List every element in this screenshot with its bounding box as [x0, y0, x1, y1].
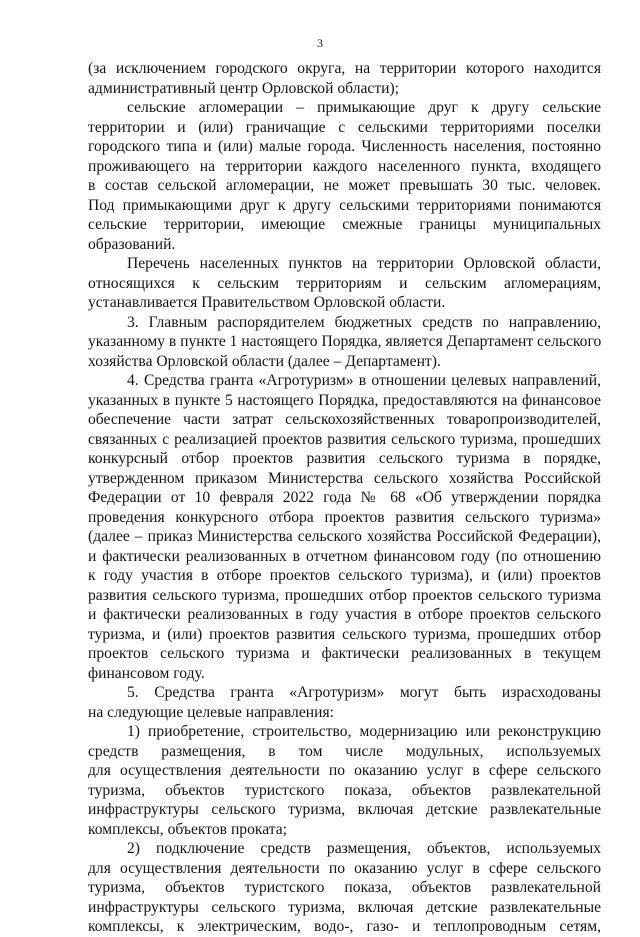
text-line: сельские территории, имеющие смежные границы муниципальных — [88, 216, 601, 233]
text-line: Под примыкающими друг к другу сельскими территориями понимаются — [88, 196, 601, 214]
text-line: для осуществления деятельности по оказанию услуг в сфере сельского — [88, 762, 601, 779]
text-line: для осуществления деятельности по оказанию услуг в сфере сельского — [88, 859, 601, 877]
text-line: указанных в пункте 5 настоящего Порядка, предоставляются на финансовое — [88, 391, 601, 409]
text-line: и фактически реализованных в отчетном финансовом году (по отношению — [88, 547, 601, 565]
text-line: проектов сельского туризма и фактически реализованных в текущем — [88, 645, 601, 662]
text-line: на следующие целевые направления: — [88, 703, 334, 721]
text-line: развития сельского туризма, прошедших отбор проектов сельского туризма — [88, 586, 601, 604]
text-line: инфраструктуры сельского туризма, включая детские развлекательные — [88, 801, 601, 818]
text-line: конкурсный отбор проектов развития сельского туризма в порядке, — [88, 450, 601, 467]
text-line: образований. — [88, 235, 176, 253]
text-line: к году участия в отборе проектов сельского туризма), и (или) проектов — [88, 567, 601, 584]
paragraph — [88, 98, 601, 254]
paragraph — [88, 683, 601, 722]
text-line: административный центр Орловской области); — [88, 79, 399, 97]
paragraph — [88, 722, 601, 839]
text-line: утвержденном приказом Министерства сельского хозяйства Российской — [88, 469, 601, 487]
text-line: 2) подключение средств размещения, объектов, используемых — [127, 840, 601, 857]
text-line: относящихся к сельским территориям и сельским агломерациям, — [88, 274, 601, 292]
text-line: и фактически реализованных в году участия в отборе проектов сельского — [88, 606, 601, 623]
text-line: проведения конкурсного отбора проектов развития сельского туризма» — [88, 508, 601, 526]
paragraph — [88, 59, 601, 98]
text-line: связанных с реализацией проектов развития сельского туризма, прошедших — [88, 430, 601, 448]
text-line: туризма, объектов туристского показа, объектов развлекательной — [88, 879, 601, 896]
text-line: (за исключением городского округа, на территории которого находится — [88, 60, 601, 77]
paragraph — [88, 839, 601, 937]
text-line: 1) приобретение, строительство, модернизацию или реконструкцию — [127, 723, 601, 740]
text-line: комплексы, к электрическим, водо-, газо- и теплопроводным сетям, — [88, 918, 601, 935]
text-line: средств размещения, в том числе модульных, используемых — [88, 742, 601, 760]
text-line: устанавливается Правительством Орловской области. — [88, 294, 446, 311]
text-line: хозяйства Орловской области (далее – Департамент). — [88, 352, 441, 370]
text-line: в состав сельской агломерации, не может превышать 30 тыс. человек. — [88, 177, 601, 194]
text-line: городского типа и (или) малые города. Численность населения, постоянно — [88, 138, 601, 155]
text-line: 4. Средства гранта «Агротуризм» в отношении целевых направлений, — [127, 372, 601, 389]
text-line: туризма, объектов туристского показа, объектов развлекательной — [88, 781, 601, 799]
text-line: инфраструктуры сельского туризма, включая детские развлекательные — [88, 898, 601, 916]
paragraph — [88, 313, 601, 372]
text-line: указанному в пункте 1 настоящего Порядка, является Департамент сельского — [88, 333, 602, 350]
paragraph — [88, 371, 601, 683]
text-line: сельские агломерации – примыкающие друг к другу сельские — [127, 99, 601, 116]
document-body — [88, 59, 601, 937]
text-line: территории и (или) граничащие с сельскими территориями поселки — [88, 118, 601, 136]
text-line: 5. Средства гранта «Агротуризм» могут быть израсходованы — [127, 684, 601, 701]
text-line: Перечень населенных пунктов на территории Орловской области, — [127, 255, 601, 272]
paragraph — [88, 254, 601, 313]
text-line: комплексы, объектов проката; — [88, 820, 288, 838]
page-number: 3 — [317, 36, 323, 50]
text-line: туризма, и (или) проектов развития сельского туризма, прошедших отбор — [88, 625, 601, 643]
text-line: проживающего на территории каждого населенного пункта, входящего — [88, 157, 601, 175]
text-line: (далее – приказ Министерства сельского хозяйства Российской Федерации), — [88, 528, 601, 545]
text-line: обеспечение части затрат сельскохозяйственных товаропроизводителей, — [88, 411, 601, 428]
text-line: 3. Главным распорядителем бюджетных средств по направлению, — [127, 313, 601, 331]
text-line: финансовом году. — [88, 664, 205, 682]
text-line: Федерации от 10 февраля 2022 года № 68 «Об утверждении порядка — [88, 489, 601, 506]
